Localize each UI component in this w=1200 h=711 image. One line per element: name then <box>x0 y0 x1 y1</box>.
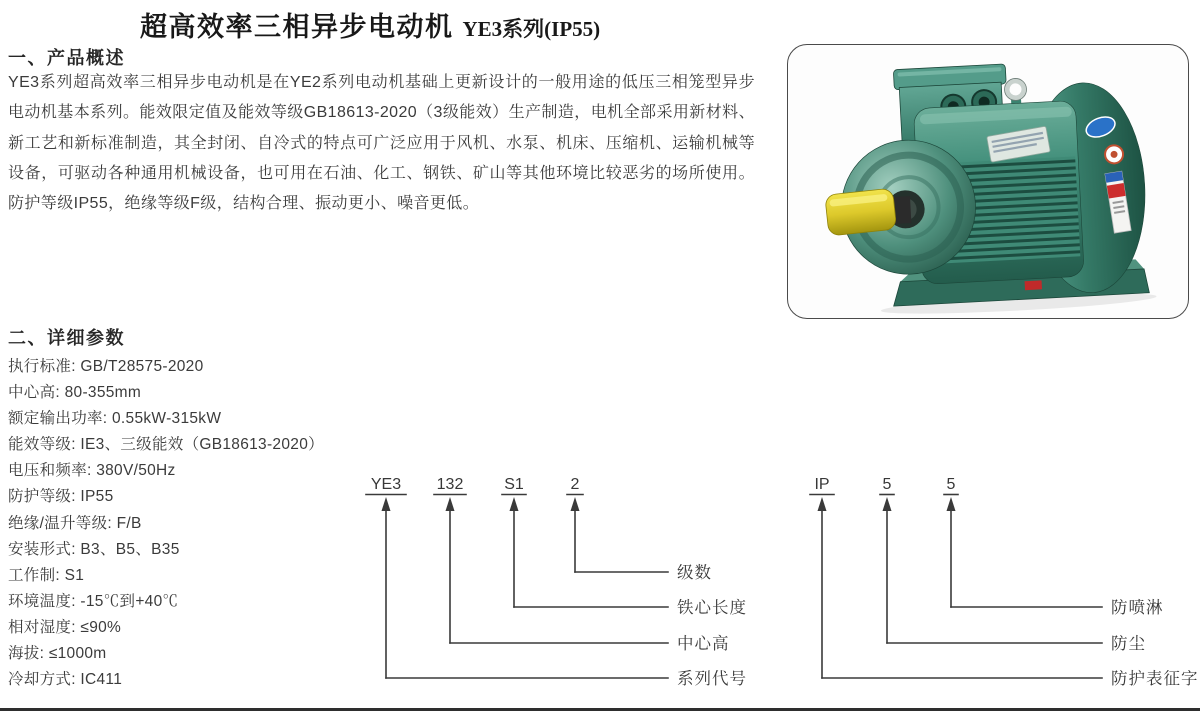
ip-code-prefix: IP <box>814 476 830 493</box>
label-core-length: 铁心长度 <box>677 599 747 617</box>
title-main: 超高效率三相异步电动机 <box>140 12 454 42</box>
parameter-item: 执行标准: GB/T28575-2020 <box>8 358 204 375</box>
parameter-item: 冷却方式: IC411 <box>8 671 123 689</box>
parameter-item: 中心高: 80-355mm <box>8 384 142 402</box>
parameter-item: 工作制: S1 <box>8 566 85 584</box>
label-protection-letters: 防护表征字 <box>1111 670 1199 688</box>
model-code-frame: 132 <box>436 476 464 493</box>
parameter-item: 安装形式: B3、B5、B35 <box>8 540 180 558</box>
ip-code-dust: 5 <box>882 476 892 493</box>
model-code-poles: 2 <box>570 476 580 493</box>
parameter-item: 绝缘/温升等级: F/B <box>8 514 142 532</box>
parameter-item: 额定输出功率: 0.55kW-315kW <box>8 410 222 428</box>
model-code-series: YE3 <box>370 476 402 493</box>
label-anti-spray: 防喷淋 <box>1111 599 1164 617</box>
label-center-height: 中心高 <box>677 635 730 653</box>
label-series-code: 系列代号 <box>677 670 747 688</box>
diagram-arrowheads <box>382 497 956 511</box>
label-pole-count: 级数 <box>677 564 712 582</box>
overview-paragraph: YE3系列超高效率三相异步电动机是在YE2系列电动机基础上更新设计的一般用途的低压三相笼型异步电动机基本系列。能效限定值及能效等级GB18613-2020（3级能效）生产制造，电机全部采用新材料、新工艺和新标准制造，其全封闭、自冷式的特点可广泛应用于风机、水泵、机床、压缩机、运输机械等设备，可驱动各种通用机械设备，也可用在石油、化工、钢铁、矿山等其他环境比较恶劣的场所使用。防护等级IP55，绝缘等级F级，结构合理、振动更小、噪音更低。 <box>8 74 755 213</box>
ip-code-water: 5 <box>946 476 956 493</box>
label-dust-proof: 防尘 <box>1111 635 1146 653</box>
parameter-item: 环境温度: -15℃到+40℃ <box>8 592 179 610</box>
parameter-item: 海拔: ≤1000m <box>8 645 107 663</box>
parameter-item: 能效等级: IE3、三级能效（GB18613-2020） <box>8 436 324 454</box>
parameter-item: 相对湿度: ≤90% <box>8 618 122 636</box>
section-overview-heading: 一、产品概述 <box>8 48 125 68</box>
model-code-core: S1 <box>504 476 524 493</box>
title-sub: YE3系列(IP55) <box>462 17 601 41</box>
parameter-item: 防护等级: IP55 <box>8 488 114 506</box>
section-parameters-heading: 二、详细参数 <box>8 328 125 348</box>
parameter-item: 电压和频率: 380V/50Hz <box>8 462 176 480</box>
